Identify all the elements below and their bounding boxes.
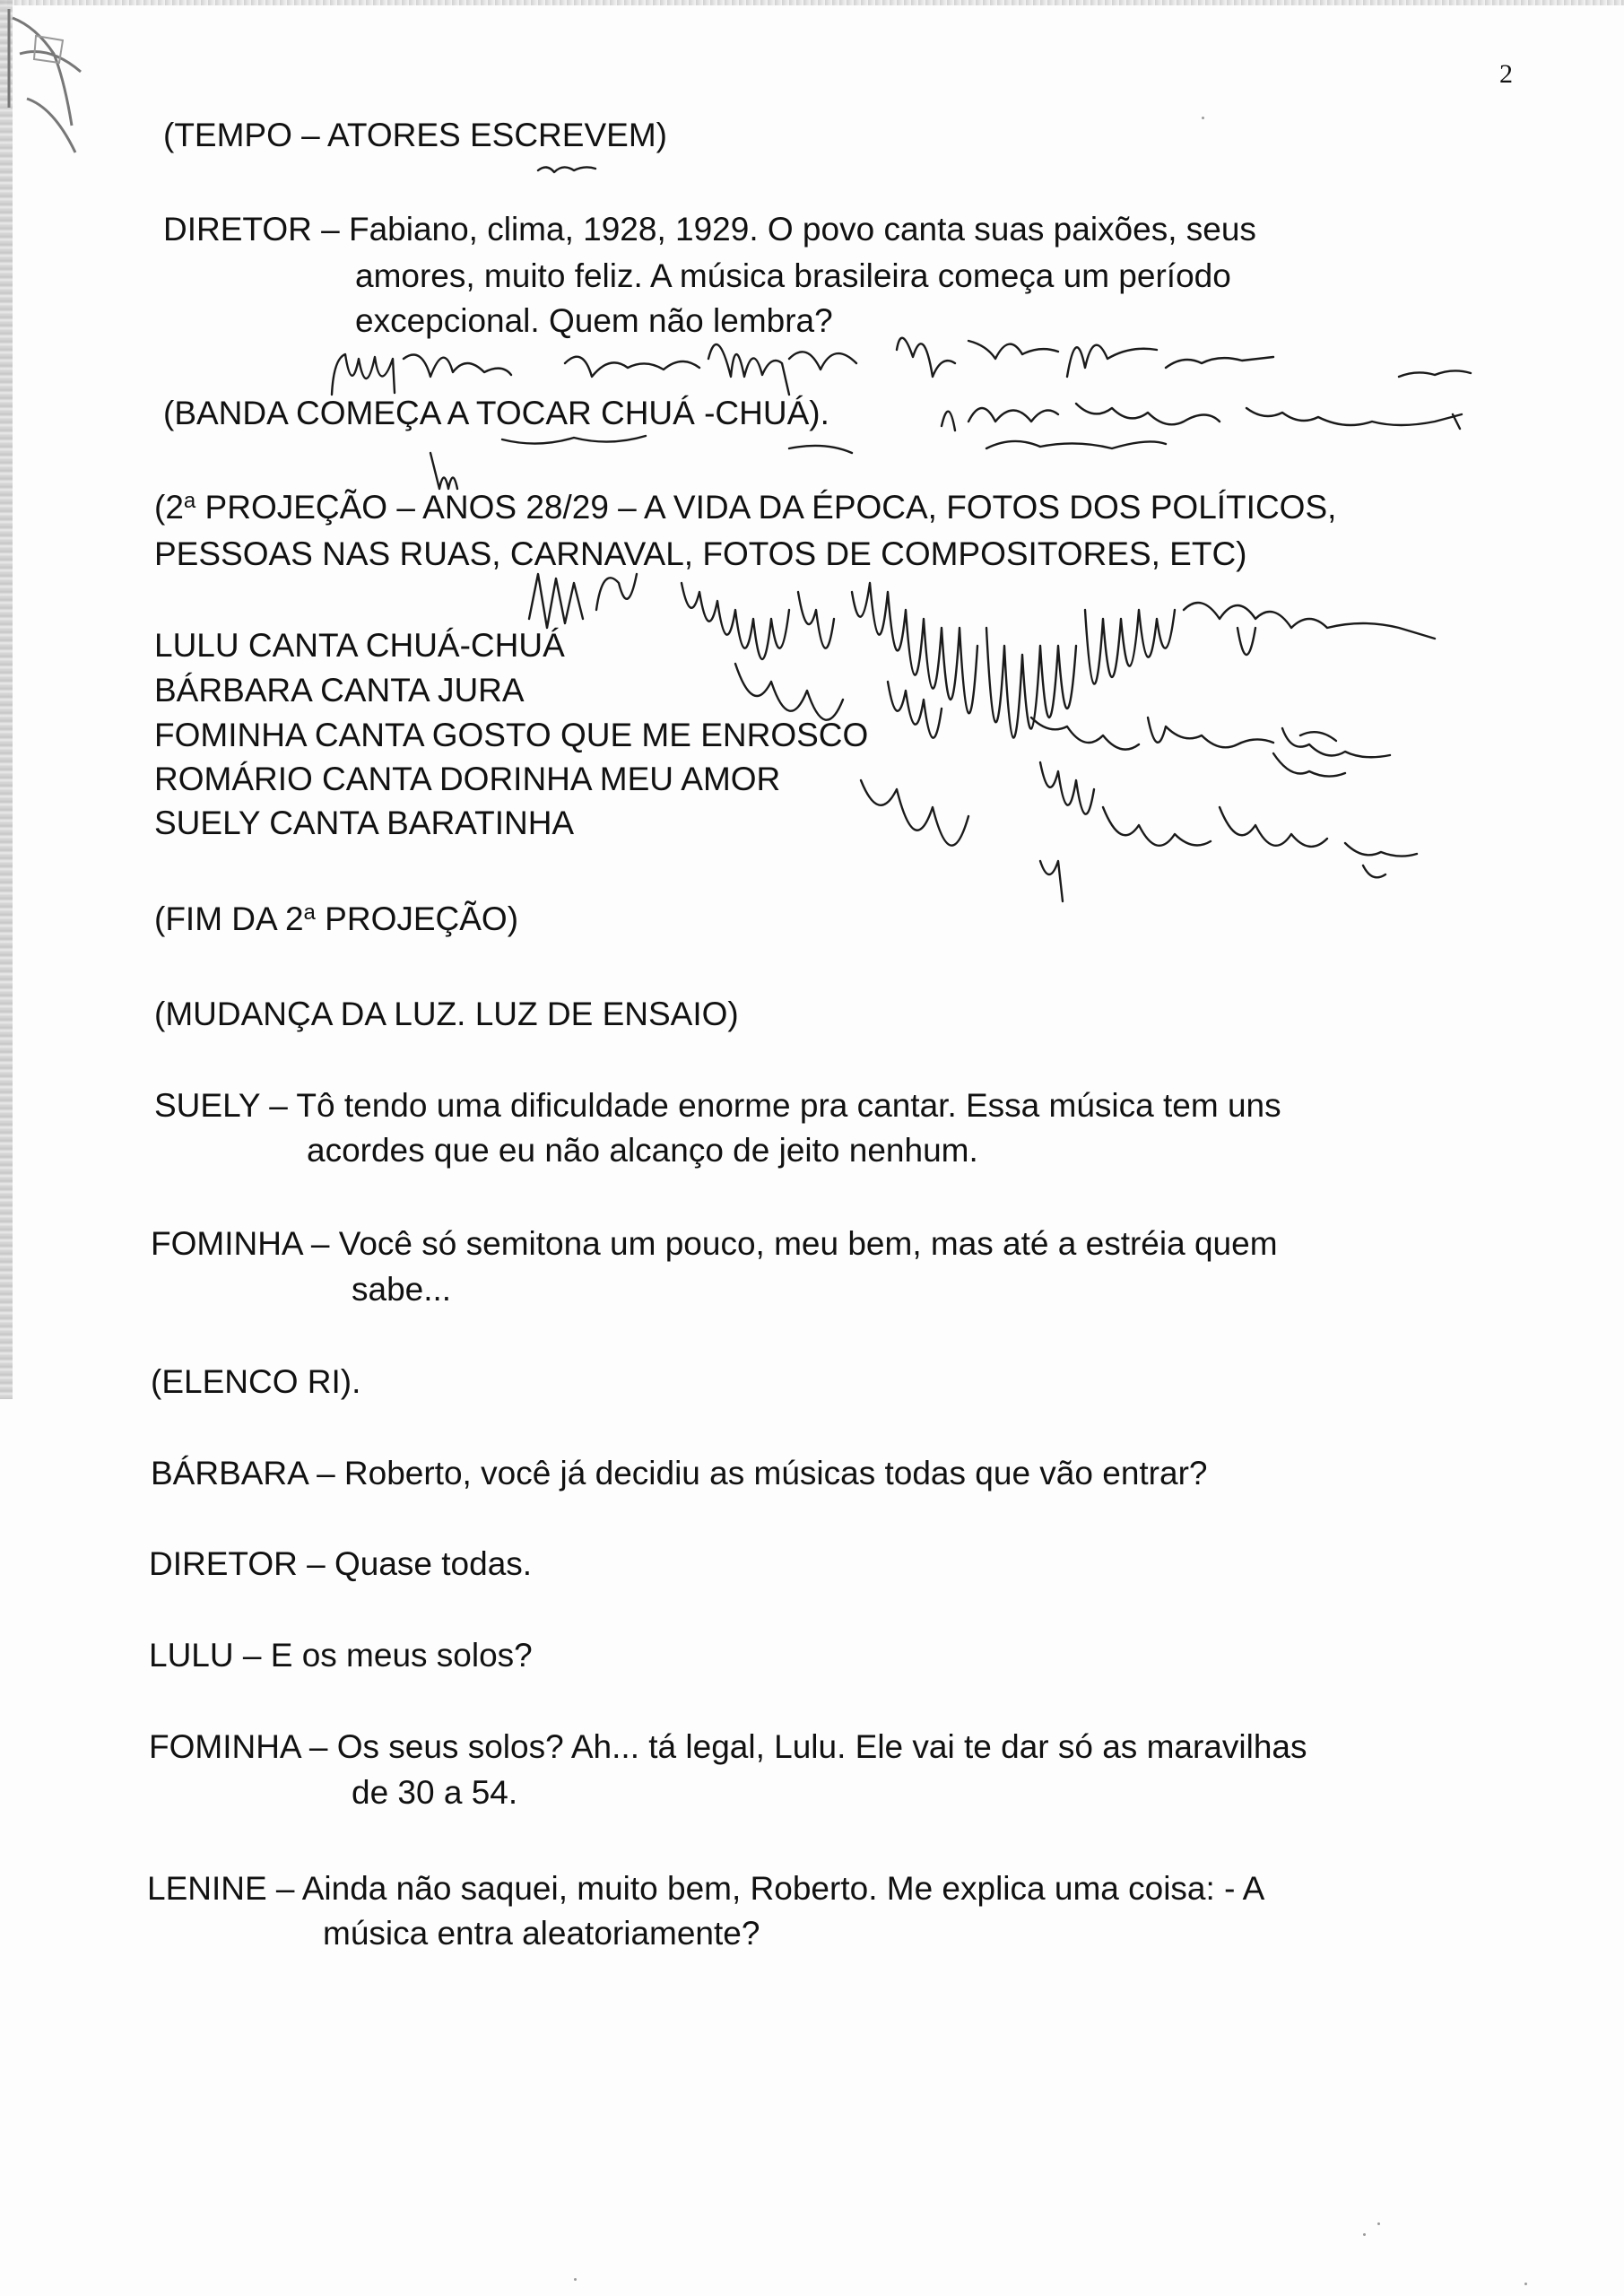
scan-edge-left <box>0 0 13 1399</box>
dialogue-diretor-quase: DIRETOR – Quase todas. <box>149 1545 533 1582</box>
stage-direction-banda: (BANDA COMEÇA A TOCAR CHUÁ -CHUÁ). <box>163 395 829 431</box>
stage-direction-luz: (MUDANÇA DA LUZ. LUZ DE ENSAIO) <box>154 996 739 1032</box>
dialogue-lenine-line-1: LENINE – Ainda não saquei, muito bem, Roberto. Me explica uma coisa: - A <box>147 1870 1265 1907</box>
page-number: 2 <box>1499 59 1513 89</box>
dialogue-barbara: BÁRBARA – Roberto, você já decidiu as músicas todas que vão entrar? <box>151 1455 1208 1492</box>
projection-2-line-2: PESSOAS NAS RUAS, CARNAVAL, FOTOS DE COMPOSITORES, ETC) <box>154 535 1247 572</box>
stage-direction-elenco: (ELENCO RI). <box>151 1363 361 1400</box>
scan-speck <box>574 2278 577 2281</box>
scan-speck <box>1524 2283 1527 2285</box>
dialogue-lulu: LULU – E os meus solos? <box>149 1637 533 1674</box>
song-barbara: BÁRBARA CANTA JURA <box>154 672 525 709</box>
projection-2-line-1: (2$^a$ PROJEÇÃO – ANOS 28/29 – A VIDA DA ÉPOCA, FOTOS DOS POLÍTICOS, <box>154 489 1337 526</box>
dialogue-fominha-solos-line-2: de 30 a 54. <box>352 1774 518 1811</box>
scan-speck <box>1202 117 1204 119</box>
dialogue-fominha-line-1: FOMINHA – Você só semitona um pouco, meu bem, mas até a estréia quem <box>151 1225 1278 1262</box>
song-romario: ROMÁRIO CANTA DORINHA MEU AMOR <box>154 761 781 797</box>
song-fominha: FOMINHA CANTA GOSTO QUE ME ENROSCO <box>154 717 869 753</box>
dialogue-suely-line-1: SUELY – Tô tendo uma dificuldade enorme pra cantar. Essa música tem uns <box>154 1087 1281 1124</box>
dialogue-lenine-line-2: música entra aleatoriamente? <box>323 1915 760 1952</box>
stage-direction-tempo: (TEMPO – ATORES ESCREVEM) <box>163 117 667 153</box>
scan-speck <box>1363 2233 1366 2236</box>
song-suely: SUELY CANTA BARATINHA <box>154 804 575 841</box>
binding-mark-icon <box>0 0 99 170</box>
end-projection-2: (FIM DA 2$^a$ PROJEÇÃO) <box>154 900 519 937</box>
dialogue-diretor-line-2: amores, muito feliz. A música brasileira começa um período <box>355 257 1231 294</box>
dialogue-diretor-line-3: excepcional. Quem não lembra? <box>355 302 833 339</box>
scan-edge-top <box>0 0 1624 5</box>
dialogue-fominha-line-2: sabe... <box>352 1271 452 1308</box>
song-lulu: LULU CANTA CHUÁ-CHUÁ <box>154 627 565 664</box>
scan-speck <box>1377 2222 1380 2225</box>
dialogue-suely-line-2: acordes que eu não alcanço de jeito nenhum. <box>307 1132 978 1169</box>
dialogue-fominha-solos-line-1: FOMINHA – Os seus solos? Ah... tá legal, Lulu. Ele vai te dar só as maravilhas <box>149 1728 1307 1765</box>
dialogue-diretor-line-1: DIRETOR – Fabiano, clima, 1928, 1929. O povo canta suas paixões, seus <box>163 211 1256 248</box>
